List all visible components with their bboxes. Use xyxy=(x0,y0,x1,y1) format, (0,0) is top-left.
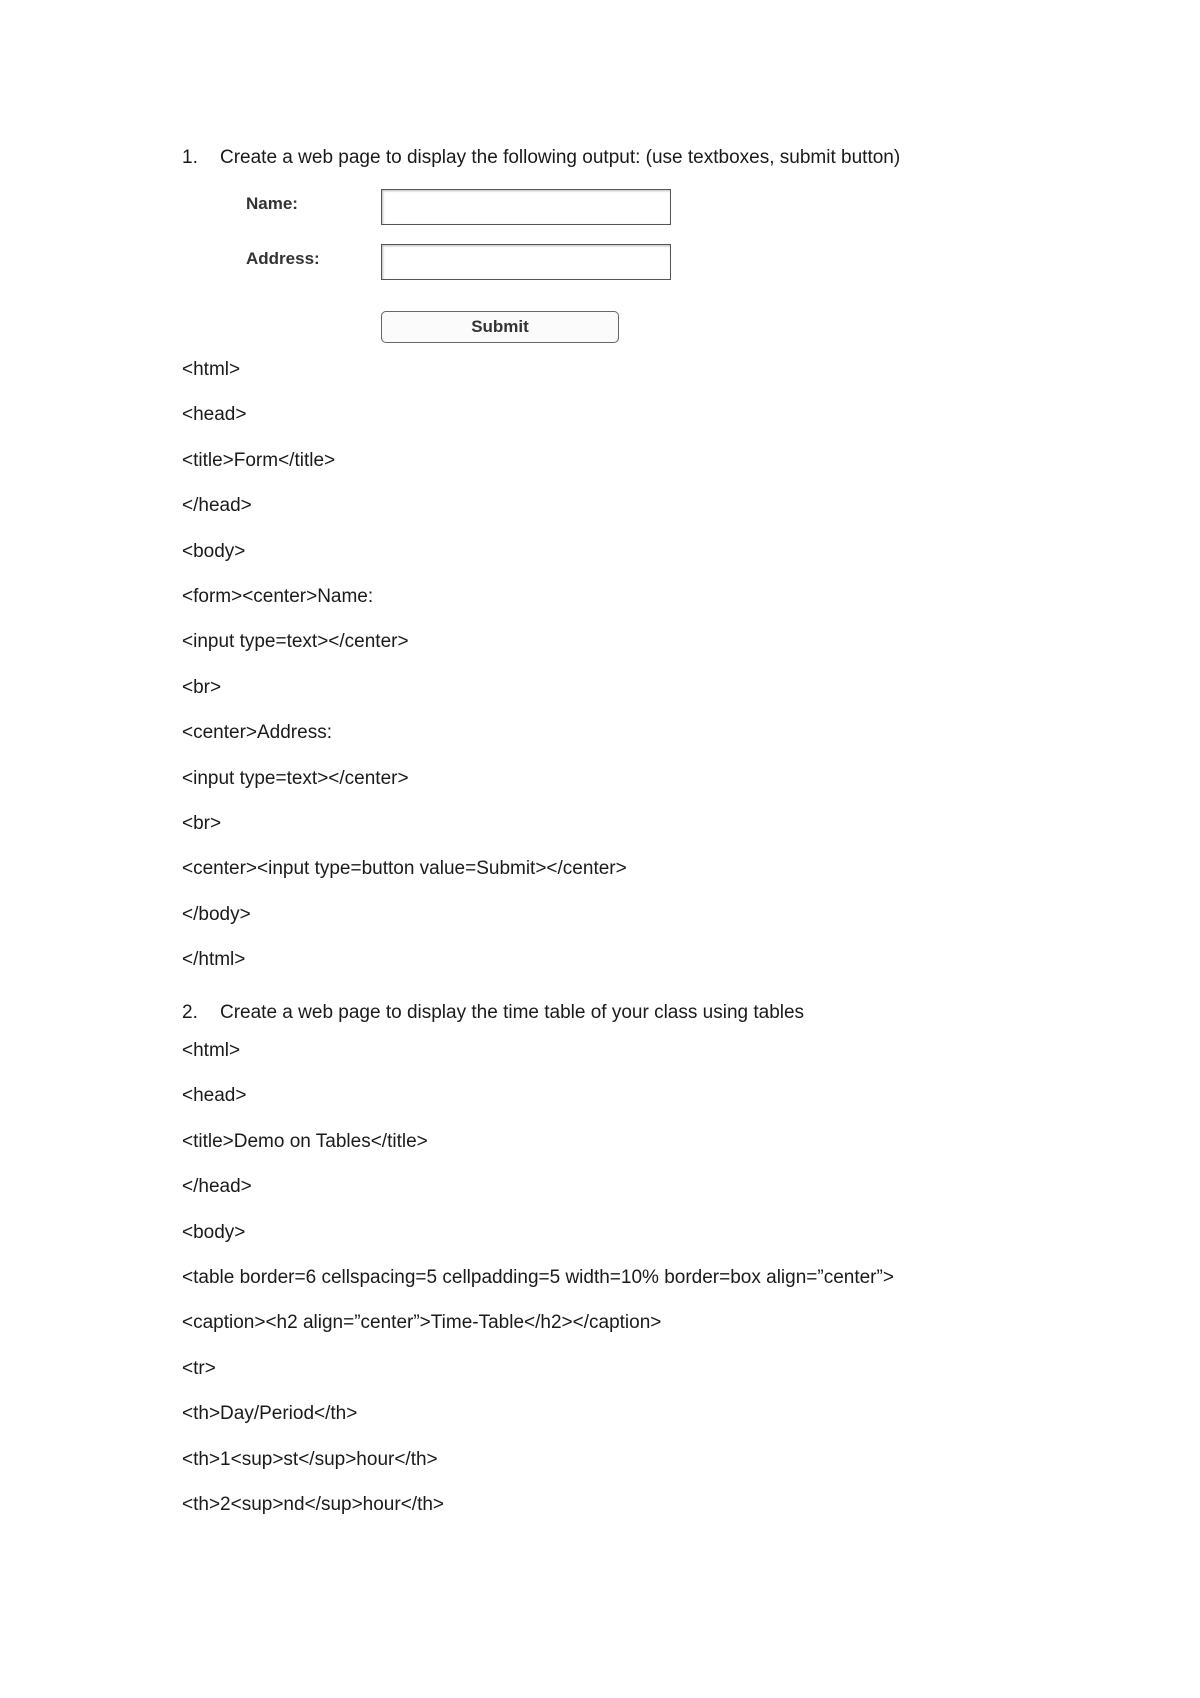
question-2-heading xyxy=(182,1002,804,1024)
question-1-number: 1. xyxy=(182,147,198,168)
code-line: <body> xyxy=(182,1221,246,1243)
address-label: Address: xyxy=(246,249,320,268)
code-line: </body> xyxy=(182,903,251,925)
address-textbox[interactable] xyxy=(381,244,671,280)
code-line: <input type=text></center> xyxy=(182,767,409,789)
code-listing-1 xyxy=(182,358,627,993)
name-label: Name: xyxy=(246,194,298,213)
question-2-text: Create a web page to display the time table of your class using tables xyxy=(220,1002,805,1023)
code-line: <html> xyxy=(182,359,241,380)
code-line: </head> xyxy=(182,495,252,517)
code-line: <form><center>Name: xyxy=(182,585,374,607)
code-line: <br> xyxy=(182,676,222,698)
code-line: </html> xyxy=(182,949,246,971)
code-listing-2 xyxy=(182,1039,894,1538)
code-line: <title>Form</title> xyxy=(182,449,336,471)
code-line: <table border=6 cellspacing=5 cellpadding=5 width=10% border=box align=”center”> xyxy=(182,1266,894,1288)
code-line: <head> xyxy=(182,404,247,426)
code-line: <center>Address: xyxy=(182,722,332,744)
question-1-heading xyxy=(182,147,900,169)
code-line: <input type=text></center> xyxy=(182,631,409,653)
code-line: <title>Demo on Tables</title> xyxy=(182,1130,428,1152)
code-line: <caption><h2 align=”center”>Time-Table</h2></caption> xyxy=(182,1312,662,1334)
code-line: </head> xyxy=(182,1176,252,1198)
name-textbox[interactable] xyxy=(381,189,671,225)
code-line: <html> xyxy=(182,1040,241,1061)
question-1-text: Create a web page to display the following output: (use textboxes, submit button) xyxy=(220,147,901,168)
code-line: <th>1<sup>st</sup>hour</th> xyxy=(182,1448,438,1470)
submit-button[interactable]: Submit xyxy=(381,311,619,343)
code-line: <body> xyxy=(182,540,246,562)
code-line: <center><input type=button value=Submit></center> xyxy=(182,858,627,880)
code-line: <head> xyxy=(182,1085,247,1107)
question-2-number: 2. xyxy=(182,1002,198,1023)
code-line: <th>2<sup>nd</sup>hour</th> xyxy=(182,1493,445,1515)
code-line: <th>Day/Period</th> xyxy=(182,1403,358,1425)
code-line: <br> xyxy=(182,812,222,834)
code-line: <tr> xyxy=(182,1357,216,1379)
